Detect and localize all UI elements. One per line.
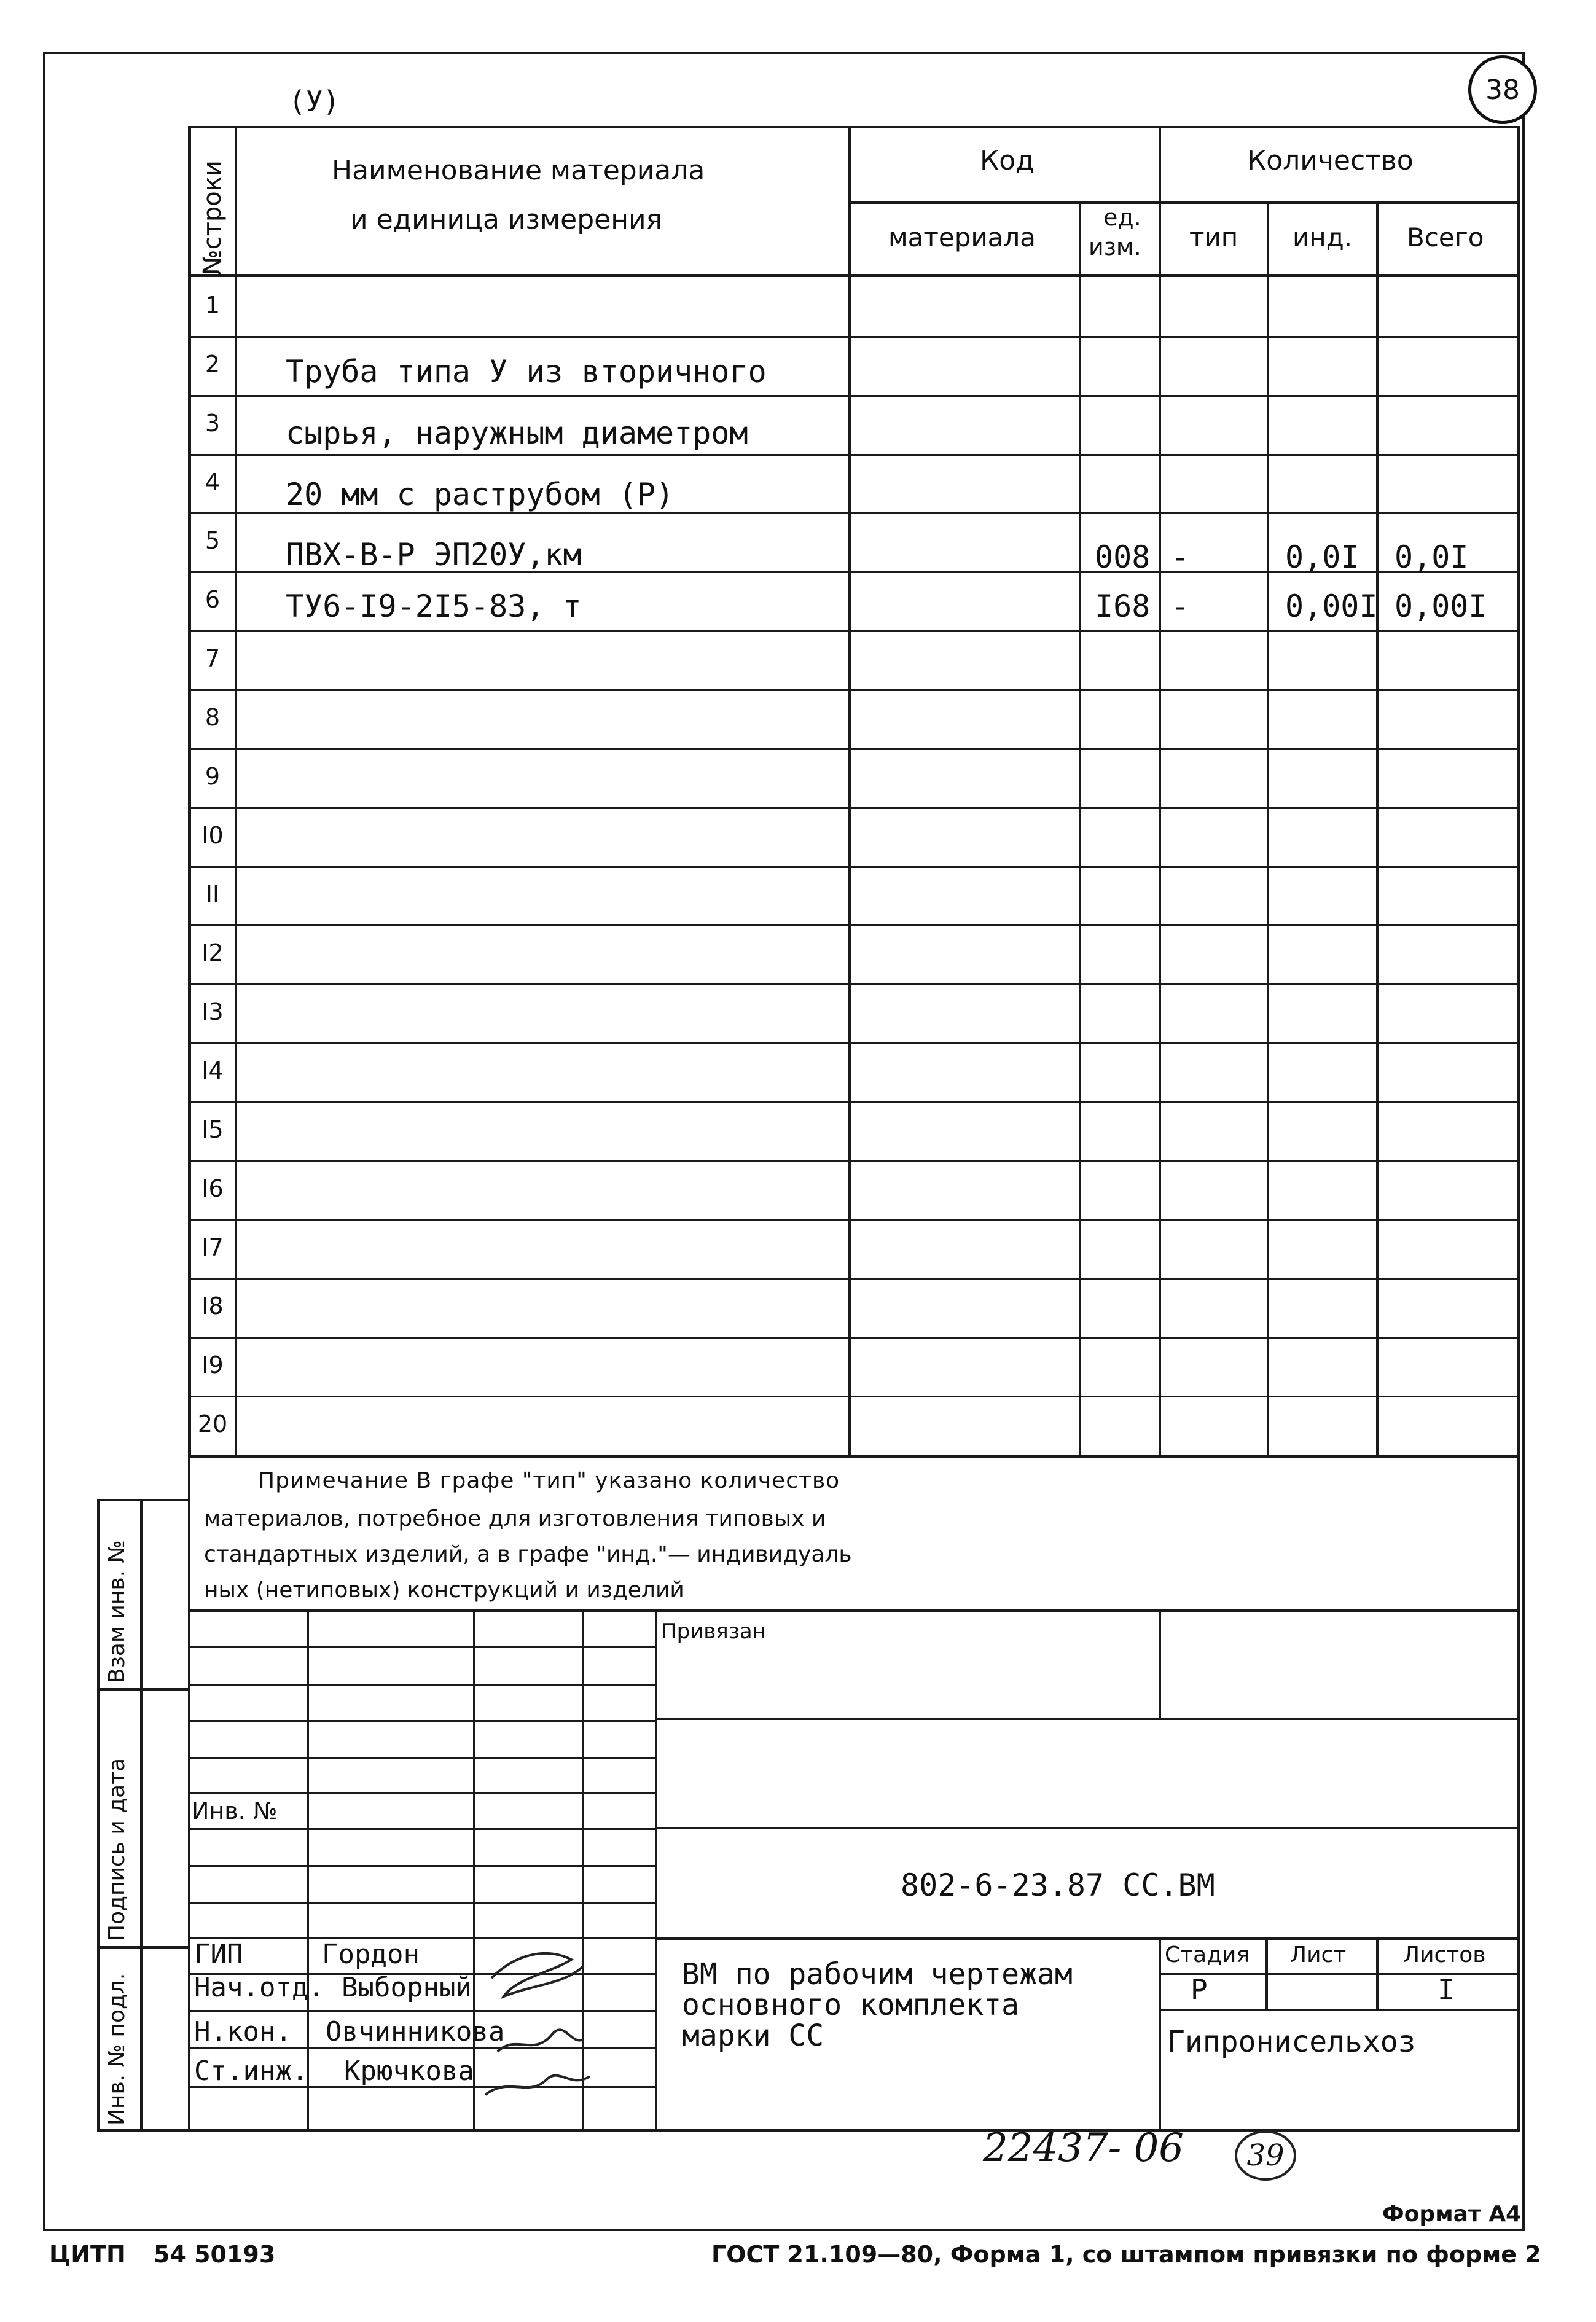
doc-code: 802-6-23.87 СС.ВМ xyxy=(901,1867,1215,1903)
row-2-name: Труба типа У из вторичного xyxy=(286,354,767,389)
note-line-4: ных (нетиповых) конструкций и изделий xyxy=(204,1577,684,1603)
type-header: тип xyxy=(1189,222,1238,252)
sheets-label: Листов xyxy=(1403,1942,1486,1968)
side-strip-line xyxy=(97,1946,189,1949)
row-separator xyxy=(188,512,1520,514)
stamp-grid xyxy=(188,1792,656,1794)
signer-name-2: Выборный xyxy=(342,1972,472,2003)
unit-header-line1: ед. xyxy=(1103,204,1141,231)
sheet-label: Лист xyxy=(1290,1942,1347,1968)
stamp-line xyxy=(655,1827,1520,1829)
side-label-vzam: Взам инв. № xyxy=(104,1540,130,1683)
ind-header: инд. xyxy=(1293,222,1353,252)
row-5-type: - xyxy=(1171,539,1190,575)
frame-bottom xyxy=(43,2229,1525,2231)
table-line xyxy=(848,201,1520,204)
title-line-2: основного комплекта xyxy=(682,1988,1020,2022)
row-number: 6 xyxy=(205,586,221,613)
signer-role-3: Н.кон. xyxy=(194,2016,292,2047)
signer-name-1: Гордон xyxy=(322,1939,420,1970)
stage-value: Р xyxy=(1191,1973,1208,2006)
row-number: 1 xyxy=(205,292,221,319)
footer-gost: ГОСТ 21.109—80, Форма 1, со штампом привязки по форме 2 xyxy=(711,2241,1541,2268)
row-number: 4 xyxy=(205,469,221,496)
stamp-grid xyxy=(188,1937,656,1939)
stamp-line xyxy=(188,1609,1520,1612)
row-number: I5 xyxy=(201,1116,224,1143)
row-5-total: 0,0I xyxy=(1395,539,1469,575)
table-line xyxy=(188,126,1520,128)
stamp-line xyxy=(655,1609,657,2132)
row-separator xyxy=(188,1101,1520,1103)
row-number: I7 xyxy=(201,1234,224,1261)
stamp-grid xyxy=(188,1757,656,1759)
row-separator xyxy=(188,1219,1520,1221)
row-6-ind: 0,00I xyxy=(1285,588,1378,624)
row-number: 8 xyxy=(205,704,221,731)
page-number-circle xyxy=(1468,55,1537,124)
row-6-total: 0,00I xyxy=(1395,588,1487,624)
stamp-line xyxy=(1159,2009,1520,2011)
name-header-line1: Наименование материала xyxy=(332,155,705,186)
row-number: I8 xyxy=(201,1292,224,1319)
stamp-line xyxy=(1517,1458,1520,2132)
page-number: 38 xyxy=(1485,74,1520,106)
doc-format: Формат А4 xyxy=(1382,2202,1522,2227)
row-separator xyxy=(188,395,1520,397)
side-strip-line xyxy=(97,1688,189,1691)
row-number: I2 xyxy=(201,939,224,966)
signer-role-4: Ст.инж. xyxy=(194,2055,308,2087)
row-number: I6 xyxy=(201,1175,224,1202)
row-3-name: сырья, наружным диаметром xyxy=(286,415,748,451)
inv-no-label: Инв. № xyxy=(192,1797,278,1824)
variant-mark: (У) xyxy=(289,85,340,118)
organization: Гипронисельхоз xyxy=(1167,2025,1416,2059)
stamp-line xyxy=(1159,1937,1161,2132)
stamp-grid xyxy=(307,1609,309,2132)
row-separator xyxy=(188,1278,1520,1280)
table-line xyxy=(188,126,191,1458)
signer-role-2: Нач.отд. xyxy=(194,1972,324,2003)
row-separator xyxy=(188,866,1520,868)
signer-role-1: ГИП xyxy=(194,1939,243,1970)
row-separator xyxy=(188,1160,1520,1162)
table-line xyxy=(1517,126,1520,1458)
stamp-grid xyxy=(188,1684,656,1686)
footer-code: 54 50193 xyxy=(154,2241,276,2268)
table-line xyxy=(1079,203,1081,1458)
circled-number-text: 39 xyxy=(1246,2138,1285,2173)
row-separator xyxy=(188,1396,1520,1398)
table-line xyxy=(1159,126,1161,1458)
row-separator xyxy=(188,1337,1520,1339)
stamp-grid xyxy=(188,1720,656,1722)
row-number: 20 xyxy=(197,1410,228,1437)
note-line-1: Примечание В графе "тип" указано количество xyxy=(258,1468,840,1493)
row-number: I0 xyxy=(201,822,224,849)
handwritten-number: 22437- 06 xyxy=(983,2125,1184,2171)
stage-label: Стадия xyxy=(1165,1942,1250,1968)
frame-left xyxy=(43,52,45,2231)
row-separator xyxy=(188,925,1520,926)
row-5-name: ПВХ-В-Р ЭП20У,км xyxy=(286,537,582,573)
title-line-3: марки СС xyxy=(682,2019,824,2053)
quantity-header: Количество xyxy=(1247,145,1414,176)
stamp-grid xyxy=(473,1609,475,2132)
side-label-inv-podl: Инв. № подл. xyxy=(104,1972,130,2125)
side-label-podpis: Подпись и дата xyxy=(104,1757,130,1941)
stamp-line xyxy=(655,1718,1520,1720)
row-separator xyxy=(188,807,1520,809)
title-line-1: ВМ по рабочим чертежам xyxy=(682,1957,1073,1992)
row-separator xyxy=(188,983,1520,985)
frame-top xyxy=(43,52,1525,54)
side-strip-line xyxy=(97,2129,189,2132)
stamp-grid xyxy=(188,1902,656,1904)
table-line xyxy=(1267,203,1269,1458)
stamp-grid xyxy=(188,1646,656,1648)
code-header: Код xyxy=(980,145,1035,176)
row-separator xyxy=(188,689,1520,691)
table-bottom-line xyxy=(188,1455,1520,1458)
stamp-line xyxy=(1376,1937,1379,2010)
row-separator xyxy=(188,454,1520,456)
table-line xyxy=(235,126,237,1458)
signer-name-3: Овчинникова xyxy=(326,2016,505,2047)
row-number: 9 xyxy=(205,763,221,790)
row-6-unit: I68 xyxy=(1095,588,1151,624)
row-number-header: №строки xyxy=(198,160,227,275)
row-number: 3 xyxy=(205,410,221,437)
stamp-line xyxy=(188,1458,190,2132)
stamp-grid xyxy=(188,1828,656,1830)
privyazan-label: Привязан xyxy=(661,1619,766,1644)
row-number: I4 xyxy=(201,1057,224,1084)
stamp-grid xyxy=(188,1865,656,1867)
row-separator xyxy=(188,1042,1520,1044)
row-5-ind: 0,0I xyxy=(1285,539,1359,575)
side-strip-line xyxy=(140,1499,143,2130)
stamp-line xyxy=(1265,1937,1268,2010)
note-line-3: стандартных изделий, а в графе "инд."— индивидуаль xyxy=(204,1542,852,1567)
stamp-line xyxy=(655,1937,1520,1940)
table-line xyxy=(848,126,851,1458)
row-number: 2 xyxy=(205,351,221,378)
signer-name-4: Крючкова xyxy=(344,2055,474,2087)
signature-scribble xyxy=(479,1941,602,2101)
stamp-line xyxy=(1159,1973,1520,1975)
table-line xyxy=(1376,203,1379,1458)
side-strip-line xyxy=(97,1499,189,1501)
material-header: материала xyxy=(888,222,1036,252)
unit-header-line2: изм. xyxy=(1089,233,1141,260)
row-separator xyxy=(188,336,1520,338)
row-number: 7 xyxy=(205,645,221,672)
name-header-line2: и единица измерения xyxy=(350,204,663,235)
row-4-name: 20 мм с раструбом (Р) xyxy=(286,477,675,512)
footer-org: ЦИТП xyxy=(49,2241,126,2268)
row-5-unit: 008 xyxy=(1095,539,1151,575)
row-separator xyxy=(188,748,1520,750)
row-number: II xyxy=(205,881,220,908)
stamp-line xyxy=(188,2129,1520,2132)
row-number: I9 xyxy=(201,1351,224,1378)
sheets-value: I xyxy=(1438,1973,1455,2006)
table-line xyxy=(188,274,1520,277)
note-line-2: материалов, потребное для изготовления типовых и xyxy=(204,1506,826,1531)
circled-number xyxy=(1235,2130,1296,2181)
side-strip-line xyxy=(97,1499,100,2130)
stamp-line xyxy=(1159,1609,1161,1720)
row-separator xyxy=(188,630,1520,632)
row-6-type: - xyxy=(1171,588,1190,624)
row-6-name: ТУ6-I9-2I5-83, т xyxy=(286,588,582,624)
frame-right xyxy=(1522,52,1525,2231)
row-number: 5 xyxy=(205,527,221,554)
total-header: Всего xyxy=(1407,222,1484,252)
row-number: I3 xyxy=(201,998,224,1025)
